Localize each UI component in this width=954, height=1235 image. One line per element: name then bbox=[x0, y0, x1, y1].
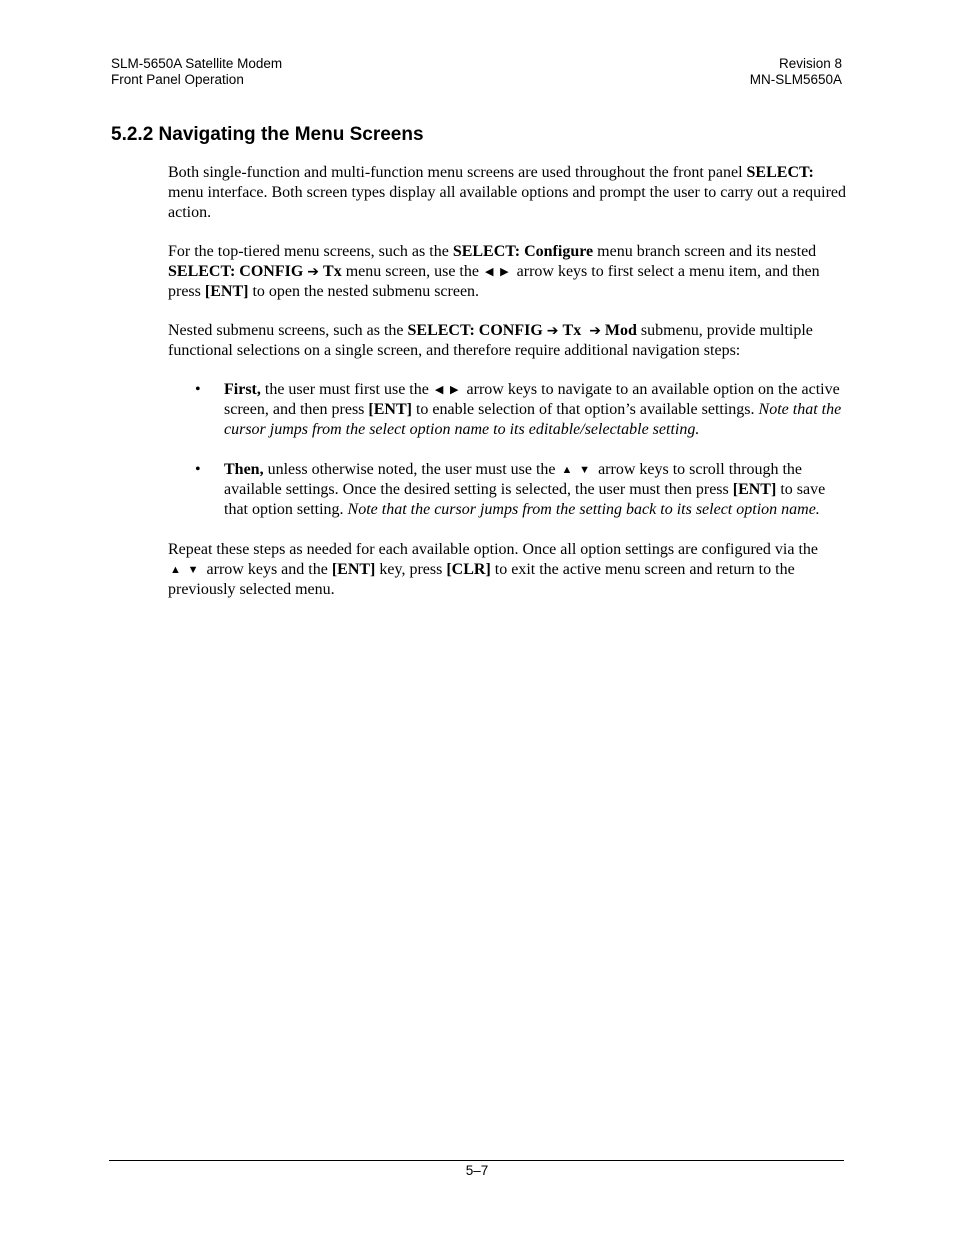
text-run: to open the nested submenu screen. bbox=[248, 283, 480, 300]
header-manual-number: MN-SLM5650A bbox=[749, 72, 842, 87]
left-right-arrow-icon: ◀ ▶ bbox=[484, 266, 511, 278]
text-run: arrow keys to first select a menu item, and then press bbox=[168, 263, 820, 300]
paragraph-intro bbox=[168, 163, 846, 223]
bullet-icon: • bbox=[195, 381, 201, 398]
bullet-icon: • bbox=[195, 461, 201, 478]
text-run: arrow keys to navigate to an available option on the active screen, and then press bbox=[224, 381, 840, 418]
text-run: to enable selection of that option’s available settings. bbox=[411, 401, 759, 418]
text-run: Both single-function and multi-function menu screens are used throughout the front panel bbox=[168, 164, 747, 181]
bold-term: [ENT] bbox=[368, 401, 412, 418]
bold-term: SELECT: CONFIG bbox=[407, 322, 543, 339]
text-run: Nested submenu screens, such as the bbox=[168, 322, 408, 339]
text-run: menu screen, use the bbox=[341, 263, 483, 280]
steps-list bbox=[168, 380, 846, 520]
text-run: unless otherwise noted, the user must use the bbox=[263, 461, 560, 478]
paragraph-repeat bbox=[168, 540, 846, 600]
italic-note: Note that the cursor jumps from the setting back to its select option name. bbox=[347, 501, 820, 518]
list-item bbox=[168, 460, 846, 520]
bold-term: Tx bbox=[562, 322, 582, 339]
bold-term: [ENT] bbox=[331, 561, 376, 578]
right-arrow-icon: ➔ bbox=[307, 264, 320, 280]
up-down-arrow-icon: ▲ ▼ bbox=[170, 564, 201, 576]
bold-term: [ENT] bbox=[732, 481, 777, 498]
document-body bbox=[168, 163, 846, 619]
step-lead: First, bbox=[224, 381, 261, 398]
page-header-right bbox=[750, 56, 842, 88]
header-product-name: SLM-5650A Satellite Modem bbox=[111, 56, 283, 71]
bold-term: SELECT: CONFIG bbox=[168, 263, 304, 280]
header-chapter-name: Front Panel Operation bbox=[111, 72, 244, 87]
bold-term: SELECT: Configure bbox=[452, 243, 594, 260]
text-run: to save that option setting. bbox=[224, 481, 826, 518]
text-run: menu branch screen and its nested bbox=[593, 243, 817, 260]
text-run: For the top-tiered menu screens, such as the bbox=[168, 243, 453, 260]
list-item bbox=[168, 380, 846, 440]
right-arrow-icon: ➔ bbox=[589, 323, 601, 339]
right-arrow-icon: ➔ bbox=[546, 323, 559, 339]
bold-term: [CLR] bbox=[446, 561, 491, 578]
footer-divider bbox=[109, 1160, 844, 1161]
step-lead: Then, bbox=[224, 461, 264, 478]
header-revision: Revision 8 bbox=[778, 56, 842, 71]
paragraph-top-tier bbox=[168, 242, 846, 302]
text-run: key, press bbox=[375, 561, 447, 578]
bold-term: [ENT] bbox=[204, 283, 249, 300]
up-down-arrow-icon: ▲ ▼ bbox=[561, 464, 593, 476]
paragraph-nested bbox=[168, 321, 846, 361]
bold-term: SELECT: bbox=[746, 164, 814, 181]
text-run: menu interface. Both screen types display all available options and prompt the user to carry out a required action. bbox=[168, 184, 846, 221]
text-run: arrow keys to scroll through the available settings. Once the desired setting is selected, the user must then press bbox=[224, 461, 803, 498]
text-run: Repeat these steps as needed for each available option. Once all option settings are configured via the bbox=[168, 541, 818, 558]
section-heading: 5.2.2 Navigating the Menu Screens bbox=[111, 124, 424, 145]
page-number: 5–7 bbox=[465, 1163, 489, 1178]
bold-term: Tx bbox=[323, 263, 342, 280]
text-run: arrow keys and the bbox=[202, 561, 332, 578]
text-run: the user must first use the bbox=[260, 381, 433, 398]
page-header-left bbox=[111, 56, 282, 88]
text-run: submenu, provide multiple functional selections on a single screen, and therefore require additional navigation steps: bbox=[168, 322, 813, 359]
italic-note: Note that the cursor jumps from the select option name to its editable/selectable setting. bbox=[224, 401, 842, 438]
text-run: to exit the active menu screen and return to the previously selected menu. bbox=[168, 561, 795, 598]
left-right-arrow-icon: ◀ ▶ bbox=[434, 384, 461, 396]
bold-term: Mod bbox=[604, 322, 637, 339]
